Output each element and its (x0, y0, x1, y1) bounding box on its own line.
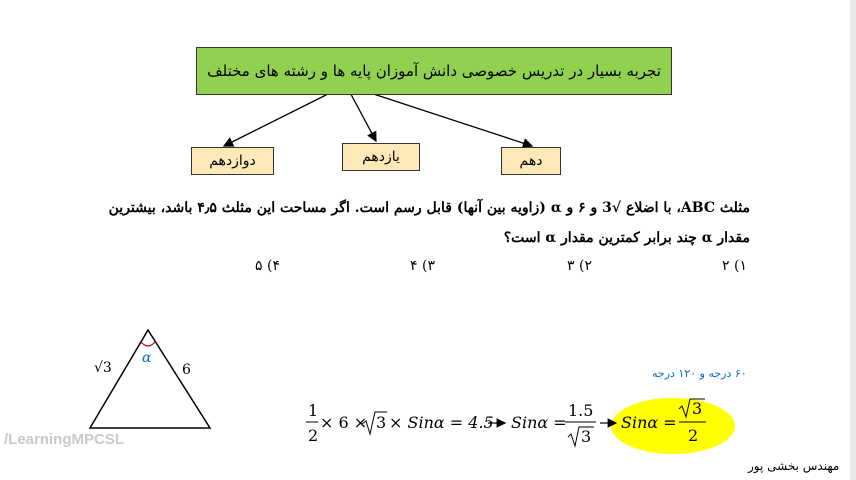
side-right-label: 6 (182, 362, 191, 378)
svg-text:1: 1 (308, 401, 319, 420)
angle-label: α (142, 350, 152, 366)
grade-11-box: یازدهم (342, 143, 420, 171)
svg-text:2: 2 (688, 426, 699, 445)
svg-text:× Sinα = 4.5: × Sinα = 4.5 (389, 413, 494, 432)
svg-text:3: 3 (692, 399, 703, 418)
grade-12-box: دوازدهم (191, 147, 274, 175)
author-name: مهندس بخشی پور (748, 459, 840, 473)
option-4: ۴) ۵ (255, 258, 280, 274)
question-line-1: مثلث ABC، با اضلاع √3 و ۶ و α (زاویه بین آنها) قابل رسم است. اگر مساحت این مثلث ۴٫۵ باشد، بیشترین (108, 200, 750, 216)
watermark-text: /LearningMPCSL (4, 431, 125, 448)
svg-text:3: 3 (376, 413, 387, 432)
option-2: ۲) ۳ (567, 258, 592, 274)
question-line-2: مقدار α چند برابر کمترین مقدار α است؟ (503, 230, 750, 246)
experience-box: تجربه بسیار در تدریس خصوصی دانش آموزان پایه ها و رشته های مختلف (196, 47, 672, 95)
svg-text:Sinα =: Sinα = (511, 413, 567, 432)
solution-note: ۶۰ درجه و ۱۲۰ درجه (652, 367, 747, 380)
svg-text:2: 2 (308, 426, 319, 445)
svg-text:Sinα =: Sinα = (621, 413, 677, 432)
option-1: ۱) ۲ (722, 258, 747, 274)
svg-text:3: 3 (581, 427, 592, 446)
option-3: ۳) ۴ (410, 258, 435, 274)
grade-10-box: دهم (501, 147, 561, 175)
svg-text:1.5: 1.5 (568, 401, 594, 420)
side-left-label: √3 (94, 360, 112, 376)
svg-text:× 6 ×: × 6 × (320, 413, 368, 432)
